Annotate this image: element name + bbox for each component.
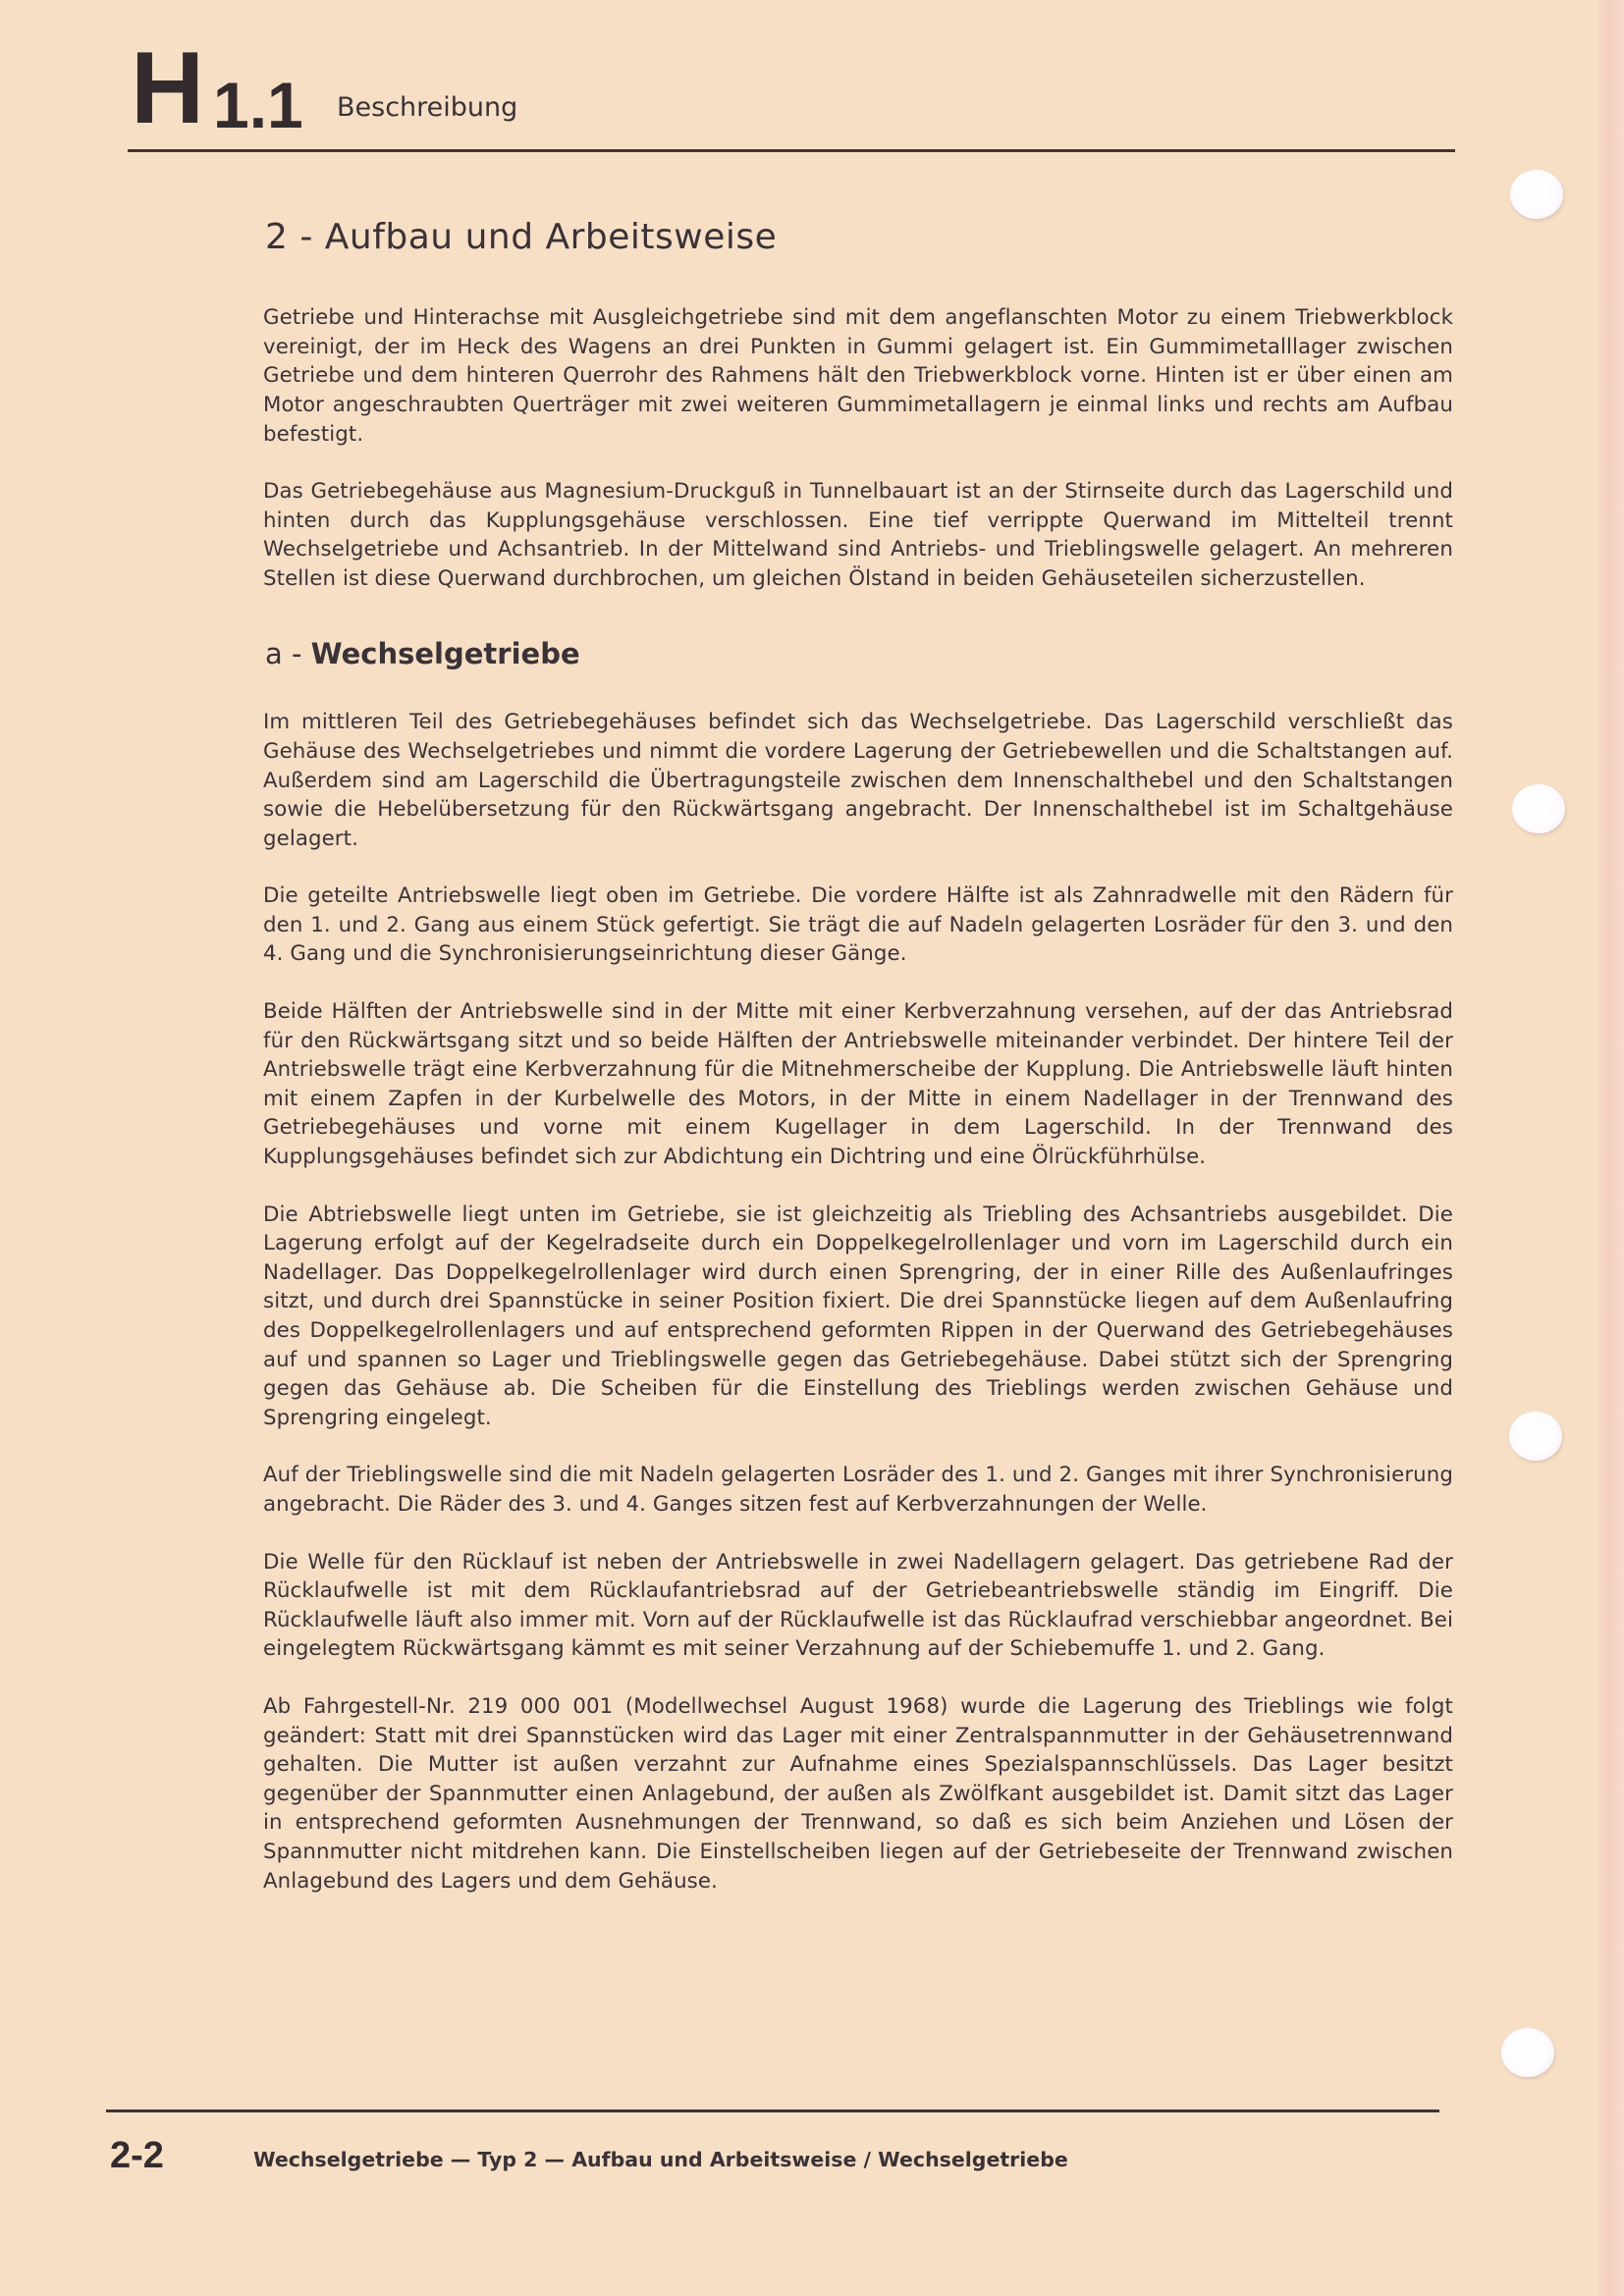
paragraph: Ab Fahrgestell-Nr. 219 000 001 (Modellwechsel August 1968) wurde die Lagerung des Trieblings wie folgt geändert: Statt mit drei Spannstücken wird das Lager mit einer Zentralspannmutter in der Gehäusetrennwand gehalten. Die Mutter ist außen verzahnt zur Aufnahme eines Spezialspannschlüssels. Das Lager besitzt gegenüber der Spannmutter einen Anlagebund, der außen als Zwölfkant ausgebildet ist. Damit sitzt das Lager in entsprechend geformten Ausnehmungen der Trennwand, so daß es sich beim Anziehen und Lösen der Spannmutter nicht mitdrehen kann. Die Einstellscheiben liegen auf der Getriebeseite der Trennwand zwischen Anlagebund des Lagers und dem Gehäuse. [263,1693,1453,1894]
paragraph: Auf der Trieblingswelle sind die mit Nadeln gelagerten Losräder des 1. und 2. Ganges mit ihrer Synchronisierung angebracht. Die Räder des 3. und 4. Ganges sitzen fest auf Kerbverzahnungen der Welle. [263,1463,1453,1517]
paragraph: Das Getriebegehäuse aus Magnesium-Druckguß in Tunnelbauart ist an der Stirnseite durch das Lagerschild und hinten durch das Kupplungsgehäuse verschlossen. Eine tief verrippte Querwand im Mittelteil trennt Wechselgetriebe und Achsantrieb. In der Mittelwand sind Antriebs- und Trieblingswelle gelagert. An mehreren Stellen ist diese Querwand durchbrochen, um gleichen Ölstand in beiden Gehäuseteilen sicherzustellen. [263,479,1453,591]
punch-hole [1512,784,1565,833]
paragraph: Die geteilte Antriebswelle liegt oben im Getriebe. Die vordere Hälfte ist als Zahnradwelle mit den Rädern für den 1. und 2. Gang aus einem Stück gefertigt. Sie trägt die auf Nadeln gelagerten Losräder für den 3. und den 4. Gang und die Synchronisierungseinrichtung dieser Gänge. [263,883,1453,967]
page-edge [1598,0,1624,2296]
page-number: 2-2 [110,2135,164,2176]
punch-hole [1510,170,1563,219]
subsection-prefix: a - [265,636,311,670]
punch-hole [1509,1412,1562,1461]
main-content [263,216,1453,1924]
chapter-title: Beschreibung [337,92,518,123]
paragraph: Beide Hälften der Antriebswelle sind in der Mitte mit einer Kerbverzahnung versehen, auf der das Antriebsrad für den Rückwärtsgang sitzt und so beide Hälften der Antriebswelle miteinander verbindet. Der hintere Teil der Antriebswelle trägt eine Kerbverzahnung für die Mitnehmerscheibe der Kupplung. Die Antriebswelle läuft hinten mit einem Zapfen in der Kurbelwelle des Motors, in der Mitte in einem Nadellager in der Trennwand des Getriebegehäuses und vorne mit einem Kugellager in dem Lagerschild. In der Trennwand des Kupplungsgehäuses befindet sich zur Abdichtung ein Dichtring und eine Ölrückführhülse. [263,999,1453,1170]
footer-rule [106,2109,1439,2112]
paragraph: Getriebe und Hinterachse mit Ausgleichgetriebe sind mit dem angeflanschten Motor zu einem Triebwerkblock vereinigt, der im Heck des Wagens an drei Punkten in Gummi gelagert ist. Ein Gummimetalllager zwischen Getriebe und dem hinteren Querrohr des Rahmens hält den Triebwerkblock vorne. Hinten ist er über einen am Motor angeschraubten Querträger mit zwei weiteren Gummimetallagern je einmal links und rechts am Aufbau befestigt. [263,305,1453,447]
header-rule [128,149,1455,152]
chapter-number: 1.1 [213,69,303,141]
paragraph: Die Abtriebswelle liegt unten im Getriebe, sie ist gleichzeitig als Triebling des Achsantriebs ausgebildet. Die Lagerung erfolgt auf der Kegelradseite durch ein Doppelkegelrollenlager und vorn im Lagerschild durch ein Nadellager. Das Doppelkegelrollenlager wird durch einen Sprengring, der in einer Rille des Außenlaufringes sitzt, und durch drei Spannstücke in seiner Position fixiert. Die drei Spannstücke liegen auf dem Außenlaufring des Doppelkegelrollenlagers und auf entsprechend geformten Rippen in der Querwand des Getriebegehäuses auf und spannen so Lager und Trieblingswelle gegen das Getriebegehäuse. Dabei stützt sich der Sprengring gegen das Gehäuse ab. Die Scheiben für die Einstellung des Trieblings werden zwischen Gehäuse und Sprengring eingelegt. [263,1201,1453,1430]
chapter-letter: H [131,31,203,145]
section-title: 2 - Aufbau und Arbeitsweise [265,217,778,257]
punch-hole [1501,2028,1554,2077]
paragraph: Die Welle für den Rücklauf ist neben der Antriebswelle in zwei Nadellagern gelagert. Das getriebene Rad der Rücklaufwelle ist mit dem Rücklaufantriebsrad auf der Getriebeantriebswelle ständig im Eingriff. Die Rücklaufwelle läuft also immer mit. Vorn auf der Rücklaufwelle ist das Rücklaufrad verschiebbar angeordnet. Bei eingelegtem Rückwärtsgang kämmt es mit seiner Verzahnung auf der Schiebemuffe 1. und 2. Gang. [263,1549,1453,1662]
paragraph: Im mittleren Teil des Getriebegehäuses befindet sich das Wechselgetriebe. Das Lagerschild verschließt das Gehäuse des Wechselgetriebes und nimmt die vordere Lagerung der Getriebewellen und die Schaltstangen auf. Außerdem sind am Lagerschild die Übertragungsteile zwischen dem Innenschalthebel und den Schaltstangen sowie die Hebelübersetzung für den Rückwärtsgang angebracht. Der Innenschalthebel ist im Schaltgehäuse gelagert. [263,710,1453,851]
subsection-heading [265,637,1453,671]
subsection-title: Wechselgetriebe [310,636,580,670]
page-header [131,29,1454,152]
running-title: Wechselgetriebe — Typ 2 — Aufbau und Arbeitsweise / Wechselgetriebe [253,2148,1068,2171]
